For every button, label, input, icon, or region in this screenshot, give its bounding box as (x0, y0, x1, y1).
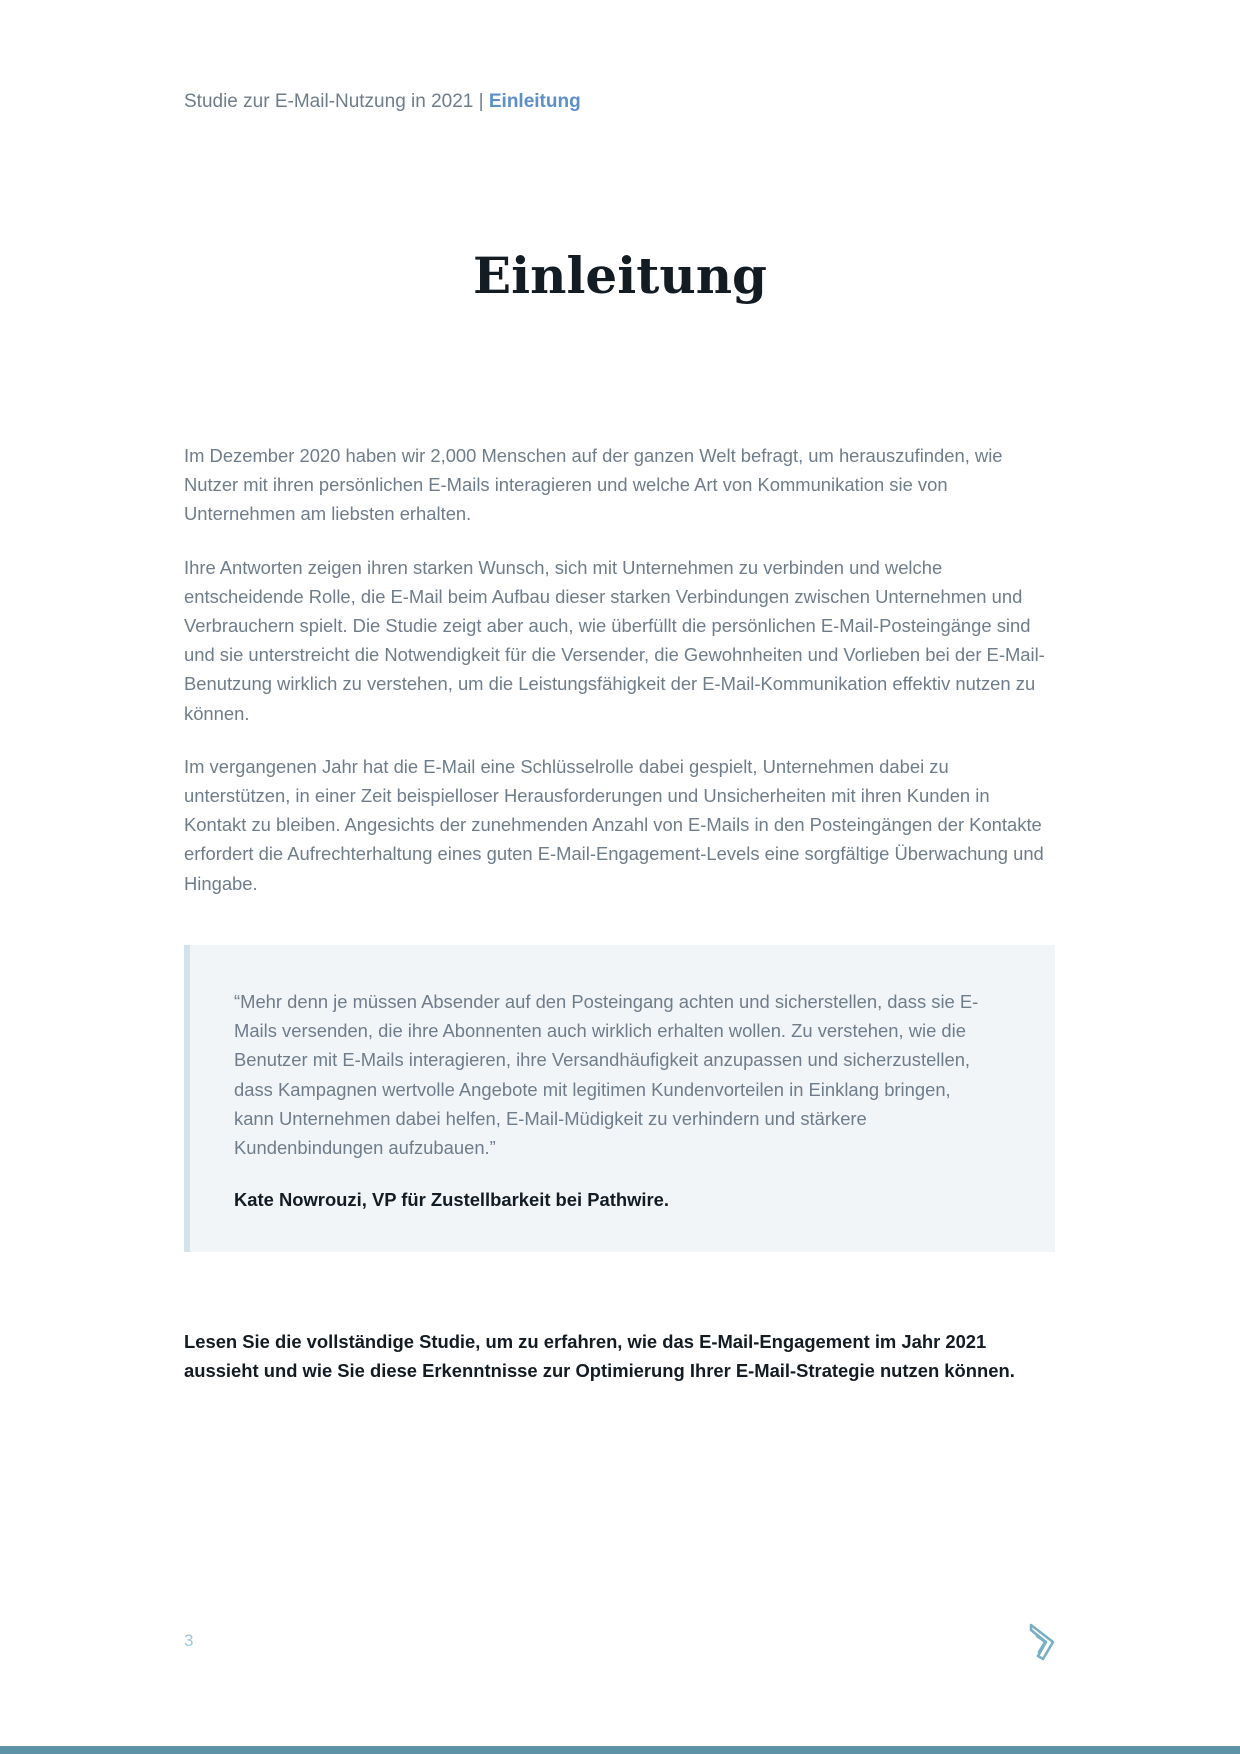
intro-paragraph-3: Im vergangenen Jahr hat die E-Mail eine Schlüsselrolle dabei gespielt, Unternehmen dabei zu unterstützen, in einer Zeit beispielloser Herausforderungen und Unsicherheiten mit ihren Kunden in Kontakt zu bleiben. Angesichts der zunehmenden Anzahl von E-Mails in den Posteingängen der Kontakte erfordert die Aufrechterhaltung eines guten E-Mail-Engagement-Levels eine sorgfältige Überwachung und Hingabe. (184, 755, 1044, 894)
intro-paragraph-2: Ihre Antworten zeigen ihren starken Wunsch, sich mit Unternehmen zu verbinden und welche entscheidende Rolle, die E-Mail beim Aufbau dieser starken Verbindungen zwischen Unternehmen und Verbrauchern spielt. Die Studie zeigt aber auch, wie überfüllt die persönlichen E-Mail-Posteingänge sind und sie unterstreicht die Notwendigkeit für die Versender, die Gewohnheiten und Vorlieben bei der E-Mail-Benutzung wirklich zu verstehen, um die Leistungsfähigkeit der E-Mail-Kommunikation effektiv nutzen zu können. (184, 556, 1045, 724)
header-study-title: Studie zur E-Mail-Nutzung in 2021 (184, 91, 474, 112)
pathwire-logo-icon (1028, 1622, 1060, 1662)
call-to-action-text: Lesen Sie die vollständige Studie, um zu erfahren, wie das E-Mail-Engagement im Jahr 2021 aussieht und wie Sie diese Erkenntnisse zur Optimierung Ihrer E-Mail-Strategie nutzen können. (184, 1331, 1015, 1382)
page-title: Einleitung (472, 246, 768, 305)
header-separator: | (473, 91, 489, 112)
quote-author: Kate Nowrouzi, VP für Zustellbarkeit bei Pathwire. (234, 1189, 669, 1211)
intro-body (184, 441, 1056, 922)
page-number: 3 (184, 1631, 194, 1650)
header-section-name: Einleitung (488, 91, 581, 112)
quote-text: “Mehr denn je müssen Absender auf den Posteingang achten und sicherstellen, dass sie E-Mails versenden, die ihre Abonnenten auch wirklich erhalten wollen. Zu verstehen, wie die Benutzer mit E-Mails interagieren, ihre Versandhäufigkeit anzupassen und sicherzustellen, dass Kampagnen wertvolle Angebote mit legitimen Kundenvorteilen in Einklang bringen, kann Unternehmen dabei helfen, E-Mail-Müdigkeit zu verhindern und stärkere Kundenbindungen aufzubauen.” (234, 991, 979, 1159)
pull-quote (184, 945, 1055, 1252)
running-header (184, 90, 581, 114)
bottom-accent-bar (0, 1746, 1240, 1754)
intro-paragraph-1: Im Dezember 2020 haben wir 2,000 Menschen auf der ganzen Welt befragt, um herauszufinden, wie Nutzer mit ihren persönlichen E-Mails interagieren und welche Art von Kommunikation sie von Unternehmen am liebsten erhalten. (184, 445, 1003, 525)
